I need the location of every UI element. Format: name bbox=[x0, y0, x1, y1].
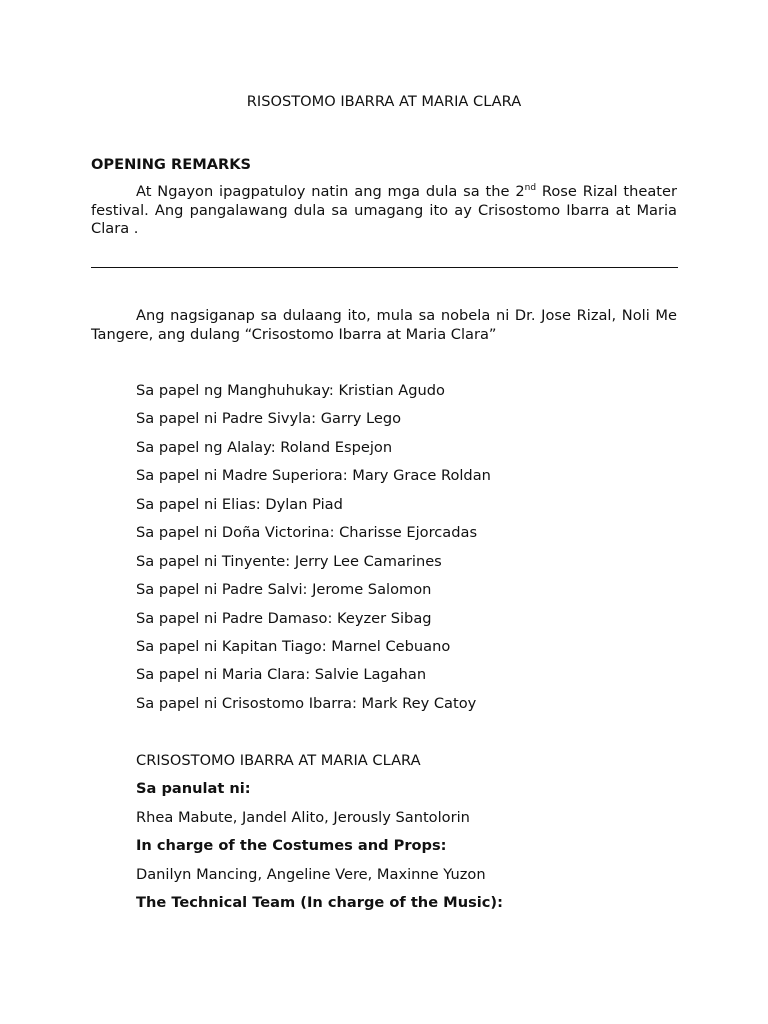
ordinal-suffix: nd bbox=[524, 183, 537, 194]
cast-item: Sa papel ng Alalay: Roland Espejon bbox=[136, 438, 393, 456]
cast-item: Sa papel ni Doña Victorina: Charisse Ejorcadas bbox=[136, 524, 478, 542]
horizontal-rule bbox=[91, 267, 678, 268]
cast-item: Sa papel ng Manghuhukay: Kristian Agudo bbox=[136, 382, 445, 399]
costumes-names: Danilyn Mancing, Angeline Vere, Maxinne Yuzon bbox=[136, 865, 486, 883]
cast-item: Sa papel ni Crisostomo Ibarra: Mark Rey Catoy bbox=[136, 694, 477, 712]
technical-team-label: The Technical Team (In charge of the Music): bbox=[136, 894, 503, 912]
intro-paragraph: Ang nagsiganap sa dulaang ito, mula sa nobela ni Dr. Jose Rizal, Noli Me Tangere, ang dulang “Crisostomo Ibarra at Maria Clara” bbox=[91, 307, 677, 343]
play-title: CRISOSTOMO IBARRA AT MARIA CLARA bbox=[136, 752, 421, 769]
cast-item: Sa papel ni Elias: Dylan Piad bbox=[136, 495, 343, 513]
opening-text-start: At Ngayon ipagpatuloy natin ang mga dula sa the 2 bbox=[136, 183, 525, 200]
cast-item: Sa papel ni Padre Salvi: Jerome Salomon bbox=[136, 581, 432, 599]
opening-text-end: Rose Rizal theater festival. Ang pangalawang dula sa umagang ito ay Crisostomo Ibarra at Maria Clara . bbox=[91, 183, 677, 237]
cast-item: Sa papel ni Kapitan Tiago: Marnel Cebuano bbox=[136, 637, 451, 655]
opening-remarks-heading: OPENING REMARKS bbox=[91, 156, 252, 173]
opening-paragraph bbox=[91, 183, 677, 239]
cast-list bbox=[136, 381, 491, 722]
credits-section bbox=[136, 751, 503, 922]
document-title: RISOSTOMO IBARRA AT MARIA CLARA bbox=[246, 93, 522, 110]
cast-item: Sa papel ni Madre Superiora: Mary Grace Roldan bbox=[136, 467, 491, 485]
cast-item: Sa papel ni Maria Clara: Salvie Lagahan bbox=[136, 666, 427, 684]
costumes-label: In charge of the Costumes and Props: bbox=[136, 837, 447, 855]
writers-names: Rhea Mabute, Jandel Alito, Jerously Santolorin bbox=[136, 808, 470, 826]
writers-label: Sa panulat ni: bbox=[136, 780, 251, 798]
cast-item: Sa papel ni Tinyente: Jerry Lee Camarines bbox=[136, 552, 442, 570]
cast-item: Sa papel ni Padre Sivyla: Garry Lego bbox=[136, 410, 402, 428]
cast-item: Sa papel ni Padre Damaso: Keyzer Sibag bbox=[136, 609, 432, 627]
